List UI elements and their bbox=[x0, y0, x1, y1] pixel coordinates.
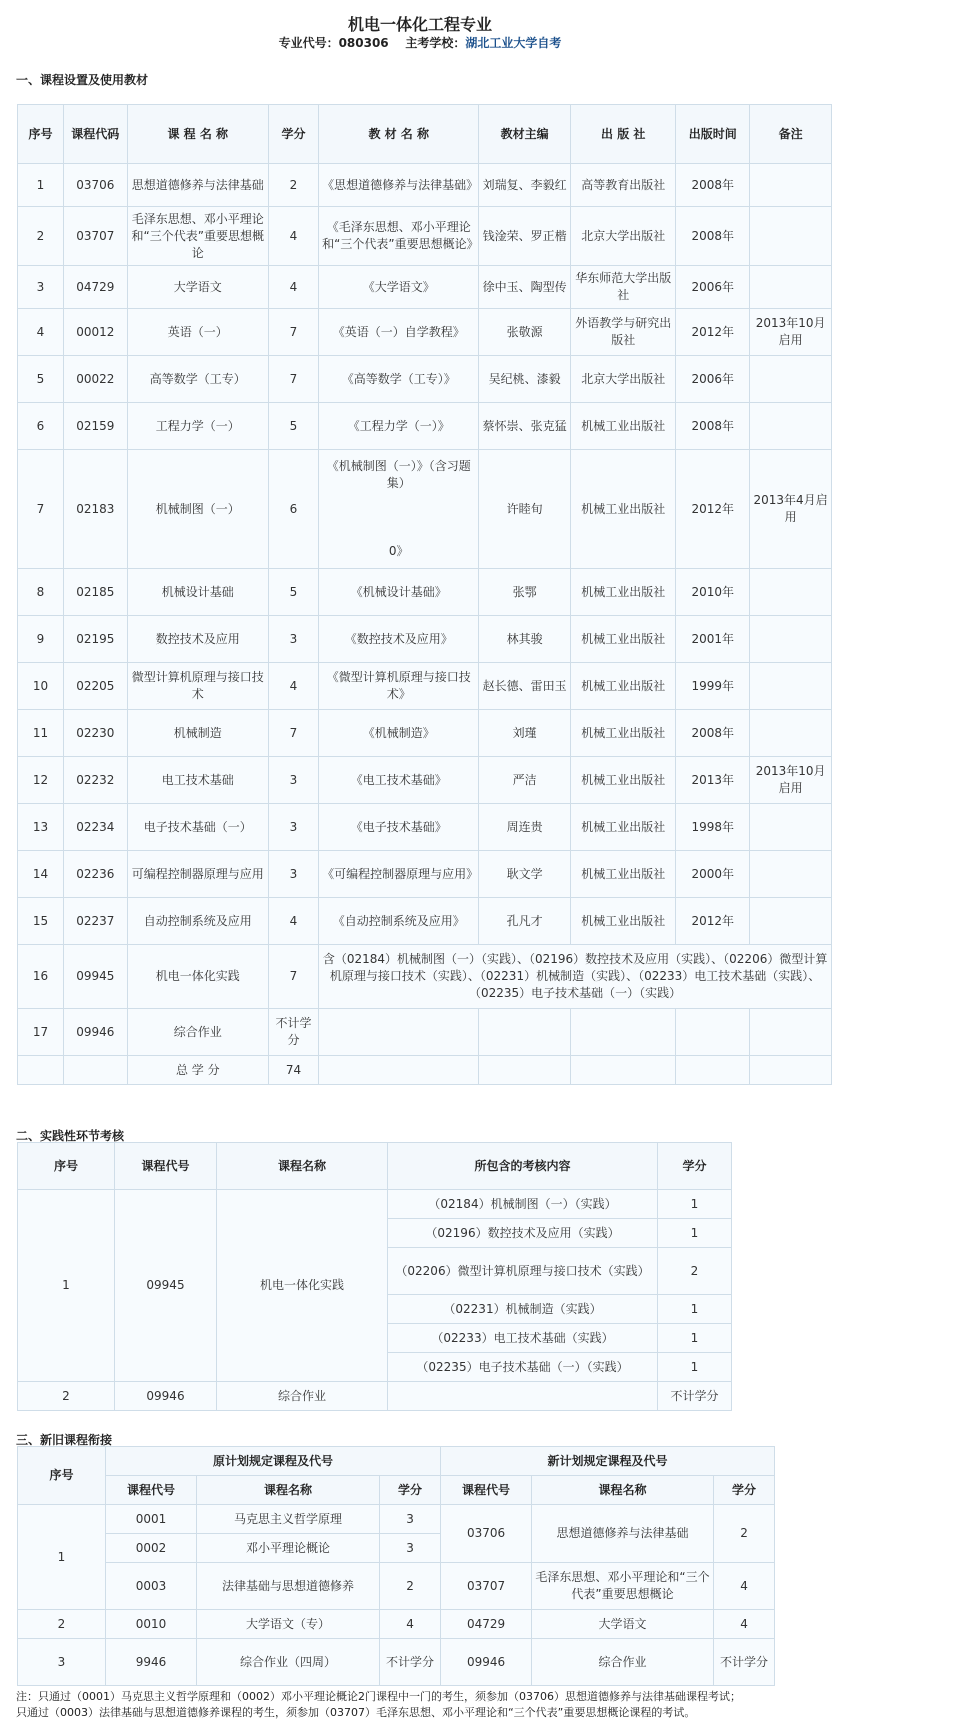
cell-credit: 不计学分 bbox=[658, 1382, 732, 1411]
cell-publisher: 机械工业出版社 bbox=[571, 403, 676, 450]
cell-code: 02205 bbox=[63, 663, 127, 710]
total-label: 总 学 分 bbox=[127, 1056, 268, 1085]
cell-old-name: 综合作业（四周） bbox=[197, 1639, 380, 1686]
cell-credit: 5 bbox=[268, 569, 318, 616]
col-header: 教 材 名 称 bbox=[319, 105, 479, 164]
table-row bbox=[18, 1190, 732, 1219]
col-header: 学分 bbox=[658, 1143, 732, 1190]
cell-content: （02196）数控技术及应用（实践） bbox=[388, 1219, 658, 1248]
cell-year: 2001年 bbox=[676, 616, 750, 663]
cell-credit: 1 bbox=[658, 1324, 732, 1353]
cell-credit: 1 bbox=[658, 1190, 732, 1219]
cell-new-name: 思想道德修养与法律基础 bbox=[532, 1505, 714, 1563]
cell-publisher: 机械工业出版社 bbox=[571, 757, 676, 804]
cell-year: 2000年 bbox=[676, 851, 750, 898]
cell-editor: 许睦旬 bbox=[479, 450, 571, 569]
cell-code: 09945 bbox=[63, 945, 127, 1009]
cell-year: 2013年 bbox=[676, 757, 750, 804]
cell-no: 14 bbox=[18, 851, 64, 898]
cell-no: 3 bbox=[18, 1639, 106, 1686]
cell-no: 10 bbox=[18, 663, 64, 710]
table-row bbox=[18, 804, 832, 851]
cell-remark: 2013年4月启用 bbox=[750, 450, 832, 569]
cell-code: 04729 bbox=[63, 266, 127, 309]
cell-no: 7 bbox=[18, 450, 64, 569]
cell-old-code: 0003 bbox=[106, 1563, 197, 1610]
col-header-old-plan: 原计划规定课程及代号 bbox=[106, 1447, 441, 1476]
cell-content: （02235）电子技术基础（一）（实践） bbox=[388, 1353, 658, 1382]
cell-empty bbox=[571, 1056, 676, 1085]
col-header: 出版时间 bbox=[676, 105, 750, 164]
footnote-line-1: 注：只通过（0001）马克思主义哲学原理和（0002）邓小平理论概论2门课程中一门的考生，须参加（03706）思想道德修养与法律基础课程考试； bbox=[16, 1690, 741, 1703]
cell-editor: 张敬源 bbox=[479, 309, 571, 356]
cell-remark bbox=[750, 207, 832, 266]
col-header: 学分 bbox=[268, 105, 318, 164]
cell-empty bbox=[18, 1056, 64, 1085]
cell-remark bbox=[750, 851, 832, 898]
col-header: 课程代号 bbox=[106, 1476, 197, 1505]
cell-no: 12 bbox=[18, 757, 64, 804]
cell-publisher: 机械工业出版社 bbox=[571, 851, 676, 898]
col-header: 序号 bbox=[18, 105, 64, 164]
cell-publisher: 机械工业出版社 bbox=[571, 450, 676, 569]
section-heading-courses: 一、课程设置及使用教材 bbox=[16, 73, 149, 87]
cell-code: 09945 bbox=[115, 1190, 217, 1382]
cell-old-code: 0001 bbox=[106, 1505, 197, 1534]
cell-credit: 3 bbox=[268, 804, 318, 851]
cell-new-credit: 4 bbox=[714, 1610, 775, 1639]
cell-no: 5 bbox=[18, 356, 64, 403]
school-label: 主考学校： bbox=[405, 36, 466, 50]
cell-no: 2 bbox=[18, 1382, 115, 1411]
cell-year: 1998年 bbox=[676, 804, 750, 851]
cell-credit: 7 bbox=[268, 945, 318, 1009]
page-title: 机电一体化工程专业 bbox=[347, 15, 492, 34]
cell-credit: 2 bbox=[268, 164, 318, 207]
col-header: 备注 bbox=[750, 105, 832, 164]
cell-publisher: 机械工业出版社 bbox=[571, 804, 676, 851]
col-header: 教材主编 bbox=[479, 105, 571, 164]
cell-new-code: 03706 bbox=[441, 1505, 532, 1563]
cell-no: 2 bbox=[18, 207, 64, 266]
cell-textbook: 《英语（一）自学教程》 bbox=[319, 309, 479, 356]
table-row bbox=[18, 1009, 832, 1056]
cell-old-name: 邓小平理论概论 bbox=[197, 1534, 380, 1563]
col-header: 学分 bbox=[714, 1476, 775, 1505]
cell-editor: 吴纪桃、漆毅 bbox=[479, 356, 571, 403]
cell-publisher: 机械工业出版社 bbox=[571, 710, 676, 757]
cell-credit: 1 bbox=[658, 1295, 732, 1324]
textbook-title-top: 《机械制图（一）》（含习题集） bbox=[326, 459, 471, 490]
cell-code: 02185 bbox=[63, 569, 127, 616]
cell-credit: 4 bbox=[268, 898, 318, 945]
cell-course: 可编程控制器原理与应用 bbox=[127, 851, 268, 898]
cell-no: 6 bbox=[18, 403, 64, 450]
cell-textbook: 《微型计算机原理与接口技术》 bbox=[319, 663, 479, 710]
cell-content: （02184）机械制图（一）（实践） bbox=[388, 1190, 658, 1219]
table-row bbox=[18, 403, 832, 450]
cell-textbook: 《可编程控制器原理与应用》 bbox=[319, 851, 479, 898]
cell-code: 09946 bbox=[115, 1382, 217, 1411]
cell-course: 机电一体化实践 bbox=[127, 945, 268, 1009]
cell-year: 2012年 bbox=[676, 450, 750, 569]
cell-no: 1 bbox=[18, 1190, 115, 1382]
table-row bbox=[18, 1610, 775, 1639]
cell-credit: 4 bbox=[268, 663, 318, 710]
cell-code: 02234 bbox=[63, 804, 127, 851]
table-row bbox=[18, 1505, 775, 1534]
cell-publisher: 机械工业出版社 bbox=[571, 569, 676, 616]
cell-course: 工程力学（一） bbox=[127, 403, 268, 450]
cell-editor: 蔡怀崇、张克猛 bbox=[479, 403, 571, 450]
cell-editor: 刘瑞复、李毅红 bbox=[479, 164, 571, 207]
table-header-row bbox=[18, 1447, 775, 1476]
table-row bbox=[18, 569, 832, 616]
cell-remark bbox=[750, 164, 832, 207]
cell-course: 机电一体化实践 bbox=[217, 1190, 388, 1382]
cell-code: 00022 bbox=[63, 356, 127, 403]
cell-textbook: 《工程力学（一）》 bbox=[319, 403, 479, 450]
table-row bbox=[18, 710, 832, 757]
cell-code: 02159 bbox=[63, 403, 127, 450]
table-row bbox=[18, 1639, 775, 1686]
cell-year: 2006年 bbox=[676, 266, 750, 309]
cell-textbook: 《电工技术基础》 bbox=[319, 757, 479, 804]
cell-year: 2008年 bbox=[676, 164, 750, 207]
col-header: 课程代号 bbox=[115, 1143, 217, 1190]
cell-publisher: 高等教育出版社 bbox=[571, 164, 676, 207]
school-link[interactable]: 湖北工业大学自考 bbox=[465, 36, 562, 50]
table-row bbox=[18, 164, 832, 207]
cell-new-code: 09946 bbox=[441, 1639, 532, 1686]
table-row bbox=[18, 663, 832, 710]
cell-editor: 赵长德、雷田玉 bbox=[479, 663, 571, 710]
cell-code: 02230 bbox=[63, 710, 127, 757]
cell-old-name: 大学语文（专） bbox=[197, 1610, 380, 1639]
cell-course: 综合作业 bbox=[217, 1382, 388, 1411]
cell-empty bbox=[676, 1056, 750, 1085]
cell-remark bbox=[750, 356, 832, 403]
table-header-row bbox=[18, 105, 832, 164]
cell-textbook: 《机械制造》 bbox=[319, 710, 479, 757]
col-header: 所包含的考核内容 bbox=[388, 1143, 658, 1190]
course-transition-table bbox=[17, 1446, 775, 1686]
table-row bbox=[18, 309, 832, 356]
cell-empty bbox=[63, 1056, 127, 1085]
cell-content: （02231）机械制造（实践） bbox=[388, 1295, 658, 1324]
cell-remark bbox=[750, 616, 832, 663]
cell-editor: 钱淦荣、罗正楷 bbox=[479, 207, 571, 266]
cell-new-name: 大学语文 bbox=[532, 1610, 714, 1639]
cell-editor: 刘瑾 bbox=[479, 710, 571, 757]
footnote bbox=[16, 1689, 946, 1721]
cell-remark bbox=[750, 663, 832, 710]
cell-textbook: 《自动控制系统及应用》 bbox=[319, 898, 479, 945]
cell-course: 电子技术基础（一） bbox=[127, 804, 268, 851]
cell-empty bbox=[750, 1056, 832, 1085]
cell-code: 02236 bbox=[63, 851, 127, 898]
cell-old-credit: 3 bbox=[380, 1534, 441, 1563]
cell-code: 02183 bbox=[63, 450, 127, 569]
total-row bbox=[18, 1056, 832, 1085]
cell-content bbox=[388, 1382, 658, 1411]
cell-textbook: 《数控技术及应用》 bbox=[319, 616, 479, 663]
cell-no: 9 bbox=[18, 616, 64, 663]
cell-editor: 周连贵 bbox=[479, 804, 571, 851]
cell-code: 03707 bbox=[63, 207, 127, 266]
cell-old-credit: 4 bbox=[380, 1610, 441, 1639]
cell-course: 综合作业 bbox=[127, 1009, 268, 1056]
cell-credit: 不计学分 bbox=[268, 1009, 318, 1056]
col-header: 课程名称 bbox=[217, 1143, 388, 1190]
cell-code: 09946 bbox=[63, 1009, 127, 1056]
cell-credit: 3 bbox=[268, 851, 318, 898]
cell-new-credit: 4 bbox=[714, 1563, 775, 1610]
cell-empty bbox=[479, 1009, 571, 1056]
cell-textbook: 《机械设计基础》 bbox=[319, 569, 479, 616]
col-header: 学分 bbox=[380, 1476, 441, 1505]
cell-course: 微型计算机原理与接口技术 bbox=[127, 663, 268, 710]
cell-course: 高等数学（工专） bbox=[127, 356, 268, 403]
table-row bbox=[18, 851, 832, 898]
cell-year: 2008年 bbox=[676, 207, 750, 266]
cell-year: 2012年 bbox=[676, 898, 750, 945]
cell-course: 机械设计基础 bbox=[127, 569, 268, 616]
cell-course: 思想道德修养与法律基础 bbox=[127, 164, 268, 207]
cell-new-credit: 2 bbox=[714, 1505, 775, 1563]
cell-year: 2012年 bbox=[676, 309, 750, 356]
cell-editor: 耿文学 bbox=[479, 851, 571, 898]
table-row bbox=[18, 266, 832, 309]
cell-credit: 2 bbox=[658, 1248, 732, 1295]
cell-code: 00012 bbox=[63, 309, 127, 356]
section-heading-practice: 二、实践性环节考核 bbox=[16, 1129, 125, 1143]
cell-new-code: 04729 bbox=[441, 1610, 532, 1639]
cell-textbook: 《毛泽东思想、邓小平理论和“三个代表”重要思想概论》 bbox=[319, 207, 479, 266]
cell-credit: 5 bbox=[268, 403, 318, 450]
cell-publisher: 机械工业出版社 bbox=[571, 616, 676, 663]
cell-course: 大学语文 bbox=[127, 266, 268, 309]
cell-remark bbox=[750, 804, 832, 851]
cell-no: 1 bbox=[18, 1505, 106, 1610]
cell-credit: 7 bbox=[268, 710, 318, 757]
cell-old-credit: 不计学分 bbox=[380, 1639, 441, 1686]
cell-code: 02232 bbox=[63, 757, 127, 804]
cell-old-credit: 3 bbox=[380, 1505, 441, 1534]
cell-code: 03706 bbox=[63, 164, 127, 207]
cell-publisher: 华东师范大学出版社 bbox=[571, 266, 676, 309]
cell-old-code: 0010 bbox=[106, 1610, 197, 1639]
cell-credit: 1 bbox=[658, 1219, 732, 1248]
cell-remark: 2013年10月启用 bbox=[750, 757, 832, 804]
col-header: 序号 bbox=[18, 1447, 106, 1505]
cell-course: 机械制造 bbox=[127, 710, 268, 757]
table-row bbox=[18, 1382, 732, 1411]
cell-credit: 6 bbox=[268, 450, 318, 569]
cell-year: 1999年 bbox=[676, 663, 750, 710]
table-row bbox=[18, 898, 832, 945]
table-row bbox=[18, 616, 832, 663]
cell-editor: 张鄂 bbox=[479, 569, 571, 616]
cell-textbook bbox=[319, 450, 479, 569]
table-row bbox=[18, 450, 832, 569]
cell-no: 11 bbox=[18, 710, 64, 757]
cell-editor: 严洁 bbox=[479, 757, 571, 804]
cell-empty bbox=[479, 1056, 571, 1085]
col-header-new-plan: 新计划规定课程及代号 bbox=[441, 1447, 775, 1476]
cell-credit: 7 bbox=[268, 356, 318, 403]
cell-old-code: 0002 bbox=[106, 1534, 197, 1563]
cell-credit: 4 bbox=[268, 266, 318, 309]
practice-assessment-table bbox=[17, 1142, 732, 1411]
cell-empty bbox=[750, 1009, 832, 1056]
cell-no: 4 bbox=[18, 309, 64, 356]
cell-credit: 7 bbox=[268, 309, 318, 356]
col-header: 课程代码 bbox=[63, 105, 127, 164]
col-header: 课程名称 bbox=[532, 1476, 714, 1505]
cell-credit: 1 bbox=[658, 1353, 732, 1382]
cell-old-code: 9946 bbox=[106, 1639, 197, 1686]
cell-publisher: 机械工业出版社 bbox=[571, 898, 676, 945]
cell-no: 15 bbox=[18, 898, 64, 945]
page-subtitle bbox=[0, 34, 840, 51]
col-header: 序号 bbox=[18, 1143, 115, 1190]
col-header: 课程代号 bbox=[441, 1476, 532, 1505]
cell-remark bbox=[750, 569, 832, 616]
cell-textbook: 《电子技术基础》 bbox=[319, 804, 479, 851]
cell-credit: 4 bbox=[268, 207, 318, 266]
cell-editor: 徐中玉、陶型传 bbox=[479, 266, 571, 309]
cell-publisher: 外语教学与研究出版社 bbox=[571, 309, 676, 356]
cell-content: （02233）电工技术基础（实践） bbox=[388, 1324, 658, 1353]
cell-new-credit: 不计学分 bbox=[714, 1639, 775, 1686]
cell-credit: 3 bbox=[268, 616, 318, 663]
cell-code: 02237 bbox=[63, 898, 127, 945]
cell-year: 2010年 bbox=[676, 569, 750, 616]
cell-publisher: 北京大学出版社 bbox=[571, 356, 676, 403]
cell-editor: 孔凡才 bbox=[479, 898, 571, 945]
cell-year: 2008年 bbox=[676, 710, 750, 757]
cell-code: 02195 bbox=[63, 616, 127, 663]
cell-remark bbox=[750, 266, 832, 309]
cell-new-name: 毛泽东思想、邓小平理论和“三个代表”重要思想概论 bbox=[532, 1563, 714, 1610]
total-value: 74 bbox=[268, 1056, 318, 1085]
cell-no: 3 bbox=[18, 266, 64, 309]
cell-remark bbox=[750, 403, 832, 450]
cell-empty bbox=[676, 1009, 750, 1056]
cell-empty bbox=[571, 1009, 676, 1056]
table-row bbox=[18, 207, 832, 266]
cell-textbook: 《思想道德修养与法律基础》 bbox=[319, 164, 479, 207]
textbook-title-bottom: 0》 bbox=[388, 544, 409, 558]
footnote-line-2: 只通过（0003）法律基础与思想道德修养课程的考生，须参加（03707）毛泽东思想、邓小平理论和“三个代表”重要思想概论课程的考试。 bbox=[16, 1706, 696, 1719]
cell-course: 数控技术及应用 bbox=[127, 616, 268, 663]
cell-course: 自动控制系统及应用 bbox=[127, 898, 268, 945]
table-header-row bbox=[18, 1143, 732, 1190]
cell-new-code: 03707 bbox=[441, 1563, 532, 1610]
cell-content: （02206）微型计算机原理与接口技术（实践） bbox=[388, 1248, 658, 1295]
cell-empty bbox=[319, 1056, 479, 1085]
cell-remark bbox=[750, 898, 832, 945]
cell-no: 16 bbox=[18, 945, 64, 1009]
cell-textbook: 《大学语文》 bbox=[319, 266, 479, 309]
cell-year: 2006年 bbox=[676, 356, 750, 403]
cell-editor: 林其骏 bbox=[479, 616, 571, 663]
cell-publisher: 北京大学出版社 bbox=[571, 207, 676, 266]
cell-no: 17 bbox=[18, 1009, 64, 1056]
cell-old-credit: 2 bbox=[380, 1563, 441, 1610]
col-header: 课 程 名 称 bbox=[127, 105, 268, 164]
cell-no: 8 bbox=[18, 569, 64, 616]
cell-remark bbox=[750, 710, 832, 757]
cell-empty bbox=[319, 1009, 479, 1056]
cell-course: 电工技术基础 bbox=[127, 757, 268, 804]
table-row bbox=[18, 356, 832, 403]
cell-old-name: 法律基础与思想道德修养 bbox=[197, 1563, 380, 1610]
cell-course: 毛泽东思想、邓小平理论和“三个代表”重要思想概论 bbox=[127, 207, 268, 266]
major-code: 专业代号：080306 bbox=[278, 36, 389, 50]
cell-publisher: 机械工业出版社 bbox=[571, 663, 676, 710]
table-subheader-row bbox=[18, 1476, 775, 1505]
course-textbook-table bbox=[17, 104, 832, 1085]
cell-practice-content: 含（02184）机械制图（一）（实践）、（02196）数控技术及应用（实践）、（02206）微型计算机原理与接口技术（实践）、（02231）机械制造（实践）、（02233）电工技术基础（实践）、（02235）电子技术基础（一）（实践） bbox=[319, 945, 832, 1009]
table-row bbox=[18, 945, 832, 1009]
cell-course: 机械制图（一） bbox=[127, 450, 268, 569]
cell-no: 1 bbox=[18, 164, 64, 207]
table-row bbox=[18, 757, 832, 804]
cell-credit: 3 bbox=[268, 757, 318, 804]
cell-no: 2 bbox=[18, 1610, 106, 1639]
cell-new-name: 综合作业 bbox=[532, 1639, 714, 1686]
cell-textbook: 《高等数学（工专）》 bbox=[319, 356, 479, 403]
cell-year: 2008年 bbox=[676, 403, 750, 450]
cell-remark: 2013年10月启用 bbox=[750, 309, 832, 356]
cell-no: 13 bbox=[18, 804, 64, 851]
col-header: 课程名称 bbox=[197, 1476, 380, 1505]
col-header: 出 版 社 bbox=[571, 105, 676, 164]
cell-old-name: 马克思主义哲学原理 bbox=[197, 1505, 380, 1534]
cell-course: 英语（一） bbox=[127, 309, 268, 356]
section-heading-transition: 三、新旧课程衔接 bbox=[16, 1433, 113, 1447]
table-row bbox=[18, 1563, 775, 1610]
